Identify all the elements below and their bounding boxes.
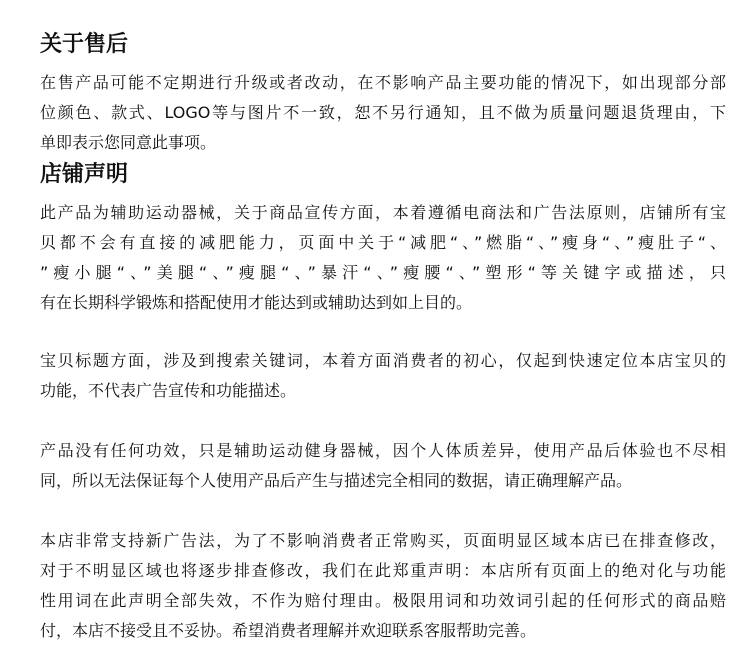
text-line: 产品没有任何功效，只是辅助运动健身器械，因个人体质差异，使用产品后体验也不尽相 xyxy=(40,441,726,460)
text-line: 在售产品可能不定期进行升级或者改动，在不影响产品主要功能的情况下，如出现部分部 xyxy=(40,73,726,92)
statement-paragraph-efficacy xyxy=(40,436,726,496)
text-line: 有在长期科学锻炼和搭配使用才能达到或辅助达到如上目的。 xyxy=(40,293,473,312)
text-line: 此产品为辅助运动器械，关于商品宣传方面，本着遵循电商法和广告法原则，店铺所有宝 xyxy=(40,203,726,222)
text-line: 对于不明显区域也将逐步排查修改，我们在此郑重声明：本店所有页面上的绝对化与功能 xyxy=(40,561,726,580)
text-line: 宝贝标题方面，涉及到搜索关键词，本着方面消费者的初心，仅起到快速定位本店宝贝的 xyxy=(40,351,726,370)
text-line: 性用词在此声明全部失效，不作为赔付理由。极限用词和功效词引起的任何形式的商品赔 xyxy=(40,591,726,610)
text-line: ”瘦小腿“、”美腿“、”瘦腿“、”暴汗“、”瘦腰“、”塑形“等关键字或描述，只 xyxy=(40,263,726,282)
text-line: 功能，不代表广告宣传和功能描述。 xyxy=(40,381,297,400)
after-sales-paragraph xyxy=(40,68,726,158)
statement-paragraph-advertising-law xyxy=(40,526,726,646)
section-title-after-sales: 关于售后 xyxy=(40,32,129,57)
text-line: 本店非常支持新广告法，为了不影响消费者正常购买，页面明显区域本店已在排查修改， xyxy=(40,531,726,550)
text-line: 付，本店不接受且不妥协。希望消费者理解并欢迎联系客服帮助完善。 xyxy=(40,621,537,640)
text-line: 位颜色、款式、LOGO等与图片不一致，恕不另行通知，且不做为质量问题退货理由，下 xyxy=(40,103,726,122)
statement-paragraph-title xyxy=(40,346,726,406)
section-title-store-statement: 店铺声明 xyxy=(40,162,129,187)
text-line: 单即表示您同意此事项。 xyxy=(40,133,217,152)
text-line: 同，所以无法保证每个人使用产品后产生与描述完全相同的数据，请正确理解产品。 xyxy=(40,471,633,490)
text-line: 贝都不会有直接的减肥能力，页面中关于“减肥“、”燃脂“、”瘦身“、”瘦肚子“、 xyxy=(40,233,726,252)
statement-paragraph-keywords xyxy=(40,198,726,318)
